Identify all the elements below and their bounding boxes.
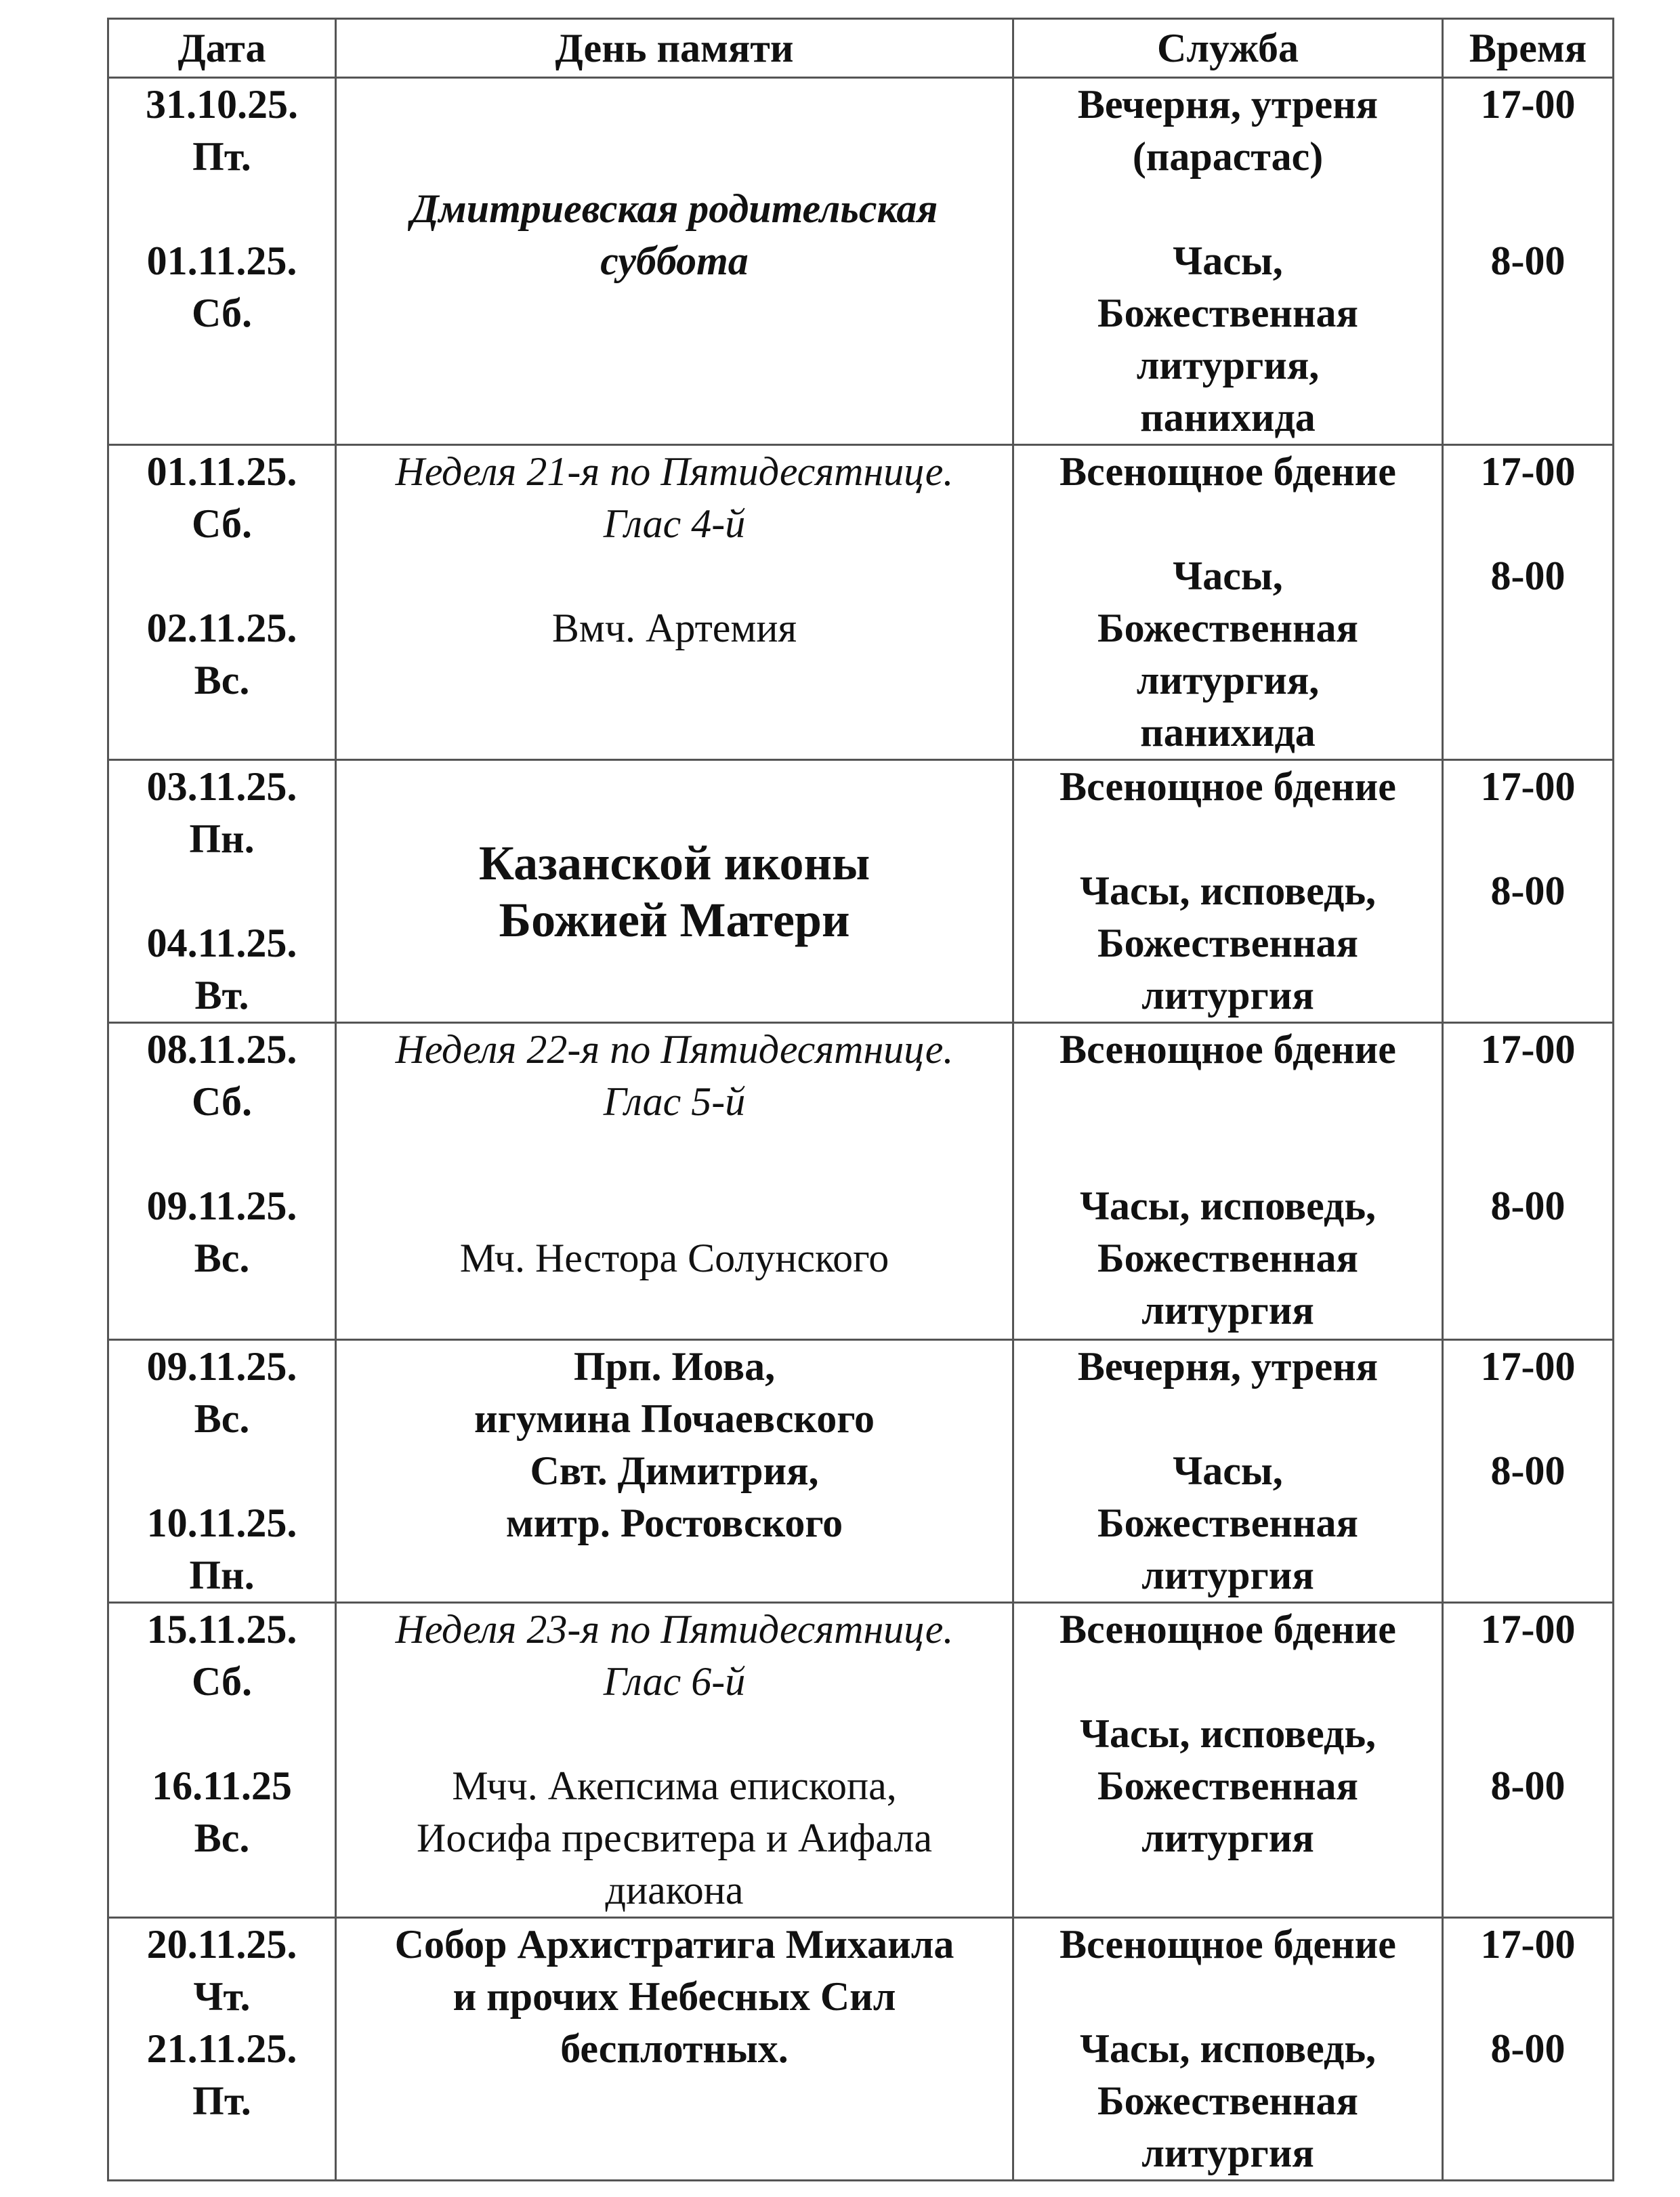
memory-cell: Дмитриевская родительская суббота <box>336 78 1013 445</box>
table-row <box>108 1918 1614 2181</box>
header-row <box>108 19 1614 78</box>
table-row <box>108 1340 1614 1603</box>
time-cell: 17-00 8-00 <box>1443 760 1614 1023</box>
memory-cell: Прп. Иова, игумина Почаевского Свт. Димитрия, митр. Ростовского <box>336 1340 1013 1603</box>
header-time: Время <box>1443 19 1614 78</box>
header-service: Служба <box>1013 19 1443 78</box>
time-cell: 17-00 8-00 <box>1443 1340 1614 1603</box>
table-row <box>108 78 1614 445</box>
time-cell: 17-00 8-00 <box>1443 1918 1614 2181</box>
date-cell: 08.11.25. Сб. 09.11.25. Вс. <box>108 1023 336 1340</box>
memory-cell: Неделя 21-я по Пятидесятнице. Глас 4-й Вмч. Артемия <box>336 445 1013 760</box>
time-cell: 17-00 8-00 <box>1443 78 1614 445</box>
memory-cell: Неделя 23-я по Пятидесятнице. Глас 6-й Мчч. Акепсима епископа, Иосифа пресвитера и Аифала диакона <box>336 1603 1013 1918</box>
service-cell: Всенощное бдение Часы, Божественная литургия, панихида <box>1013 445 1443 760</box>
table-row <box>108 760 1614 1023</box>
service-cell: Всенощное бдение Часы, исповедь, Божественная литургия <box>1013 760 1443 1023</box>
date-cell: 09.11.25. Вс. 10.11.25. Пн. <box>108 1340 336 1603</box>
service-cell: Всенощное бдение Часы, исповедь, Божественная литургия <box>1013 1023 1443 1340</box>
date-cell: 15.11.25. Сб. 16.11.25 Вс. <box>108 1603 336 1918</box>
date-cell: 31.10.25. Пт. 01.11.25. Сб. <box>108 78 336 445</box>
memory-cell: Казанской иконы Божией Матери <box>336 760 1013 1023</box>
table-row <box>108 1603 1614 1918</box>
date-cell: 01.11.25. Сб. 02.11.25. Вс. <box>108 445 336 760</box>
service-cell: Всенощное бдение Часы, исповедь, Божественная литургия <box>1013 1918 1443 2181</box>
memory-cell: Собор Архистратига Михаила и прочих Небесных Сил бесплотных. <box>336 1918 1013 2181</box>
header-memory: День памяти <box>336 19 1013 78</box>
service-cell: Всенощное бдение Часы, исповедь, Божественная литургия <box>1013 1603 1443 1918</box>
table-row <box>108 445 1614 760</box>
schedule-table <box>107 18 1614 2181</box>
memory-cell: Неделя 22-я по Пятидесятнице. Глас 5-й Мч. Нестора Солунского <box>336 1023 1013 1340</box>
header-date: Дата <box>108 19 336 78</box>
service-cell: Вечерня, утреня Часы, Божественная литургия <box>1013 1340 1443 1603</box>
time-cell: 17-00 8-00 <box>1443 1023 1614 1340</box>
date-cell: 20.11.25. Чт. 21.11.25. Пт. <box>108 1918 336 2181</box>
time-cell: 17-00 8-00 <box>1443 445 1614 760</box>
time-cell: 17-00 8-00 <box>1443 1603 1614 1918</box>
table-row <box>108 1023 1614 1340</box>
date-cell: 03.11.25. Пн. 04.11.25. Вт. <box>108 760 336 1023</box>
service-cell: Вечерня, утреня (парастас) Часы, Божественная литургия, панихида <box>1013 78 1443 445</box>
